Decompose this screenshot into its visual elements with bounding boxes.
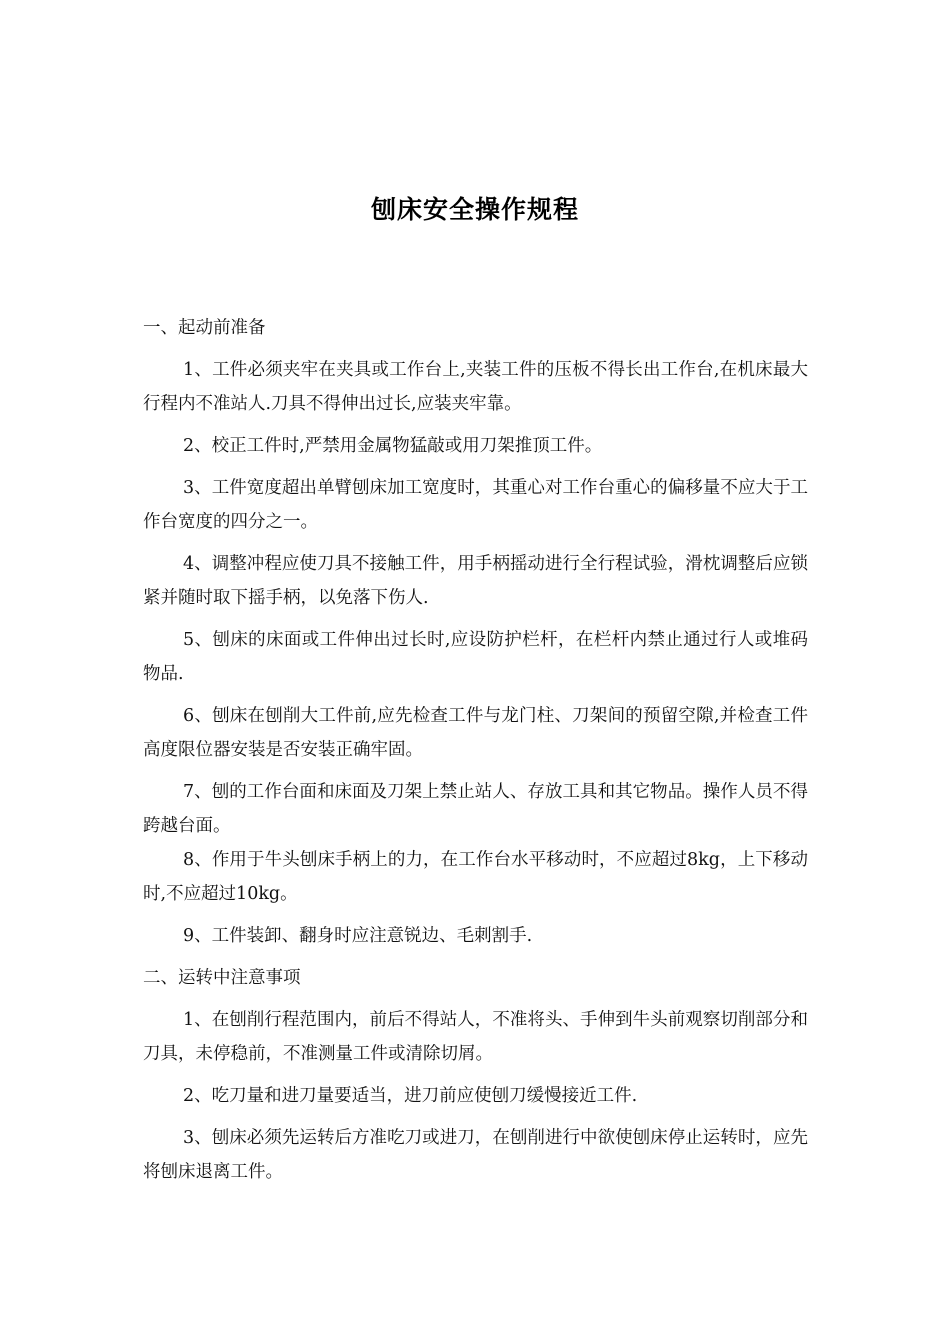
list-item: 1、在刨削行程范围内，前后不得站人，不准将头、手伸到牛头前观察切削部分和刀具，未停稳前，不准测量工件或清除切屑。 [143, 1010, 808, 1064]
list-item: 3、刨床必须先运转后方准吃刀或进刀，在刨削进行中欲使刨床停止运转时，应先将刨床退离工件。 [143, 1128, 808, 1182]
document-title: 刨床安全操作规程 [370, 195, 579, 224]
section-heading: 一、起动前准备 [143, 318, 266, 338]
document-body [143, 311, 808, 1197]
list-item: 2、吃刀量和进刀量要适当，进刀前应使刨刀缓慢接近工件. [183, 1086, 638, 1106]
list-item: 7、刨的工作台面和床面及刀架上禁止站人、存放工具和其它物品。操作人员不得跨越台面。 [143, 782, 808, 836]
list-item: 5、刨床的床面或工件伸出过长时,应设防护栏杆，在栏杆内禁止通过行人或堆码物品. [143, 630, 808, 684]
list-item: 4、调整冲程应使刀具不接触工件，用手柄摇动进行全行程试验，滑枕调整后应锁紧并随时取下摇手柄，以免落下伤人. [143, 554, 808, 608]
list-item: 2、校正工件时,严禁用金属物猛敲或用刀架推顶工件。 [183, 436, 603, 456]
list-item: 9、工件装卸、翻身时应注意锐边、毛刺割手. [183, 926, 533, 946]
list-item: 6、刨床在刨削大工件前,应先检查工件与龙门柱、刀架间的预留空隙,并检查工件高度限位器安装是否安装正确牢固。 [143, 706, 808, 760]
list-item: 1、工件必须夹牢在夹具或工作台上,夹装工件的压板不得长出工作台,在机床最大行程内不准站人.刀具不得伸出过长,应装夹牢靠。 [143, 360, 808, 414]
list-item: 3、工件宽度超出单臂刨床加工宽度时，其重心对工作台重心的偏移量不应大于工作台宽度的四分之一。 [143, 478, 808, 532]
section-heading: 二、运转中注意事项 [143, 968, 301, 988]
list-item: 8、作用于牛头刨床手柄上的力，在工作台水平移动时，不应超过8kg，上下移动时,不应超过10kg。 [143, 850, 808, 904]
